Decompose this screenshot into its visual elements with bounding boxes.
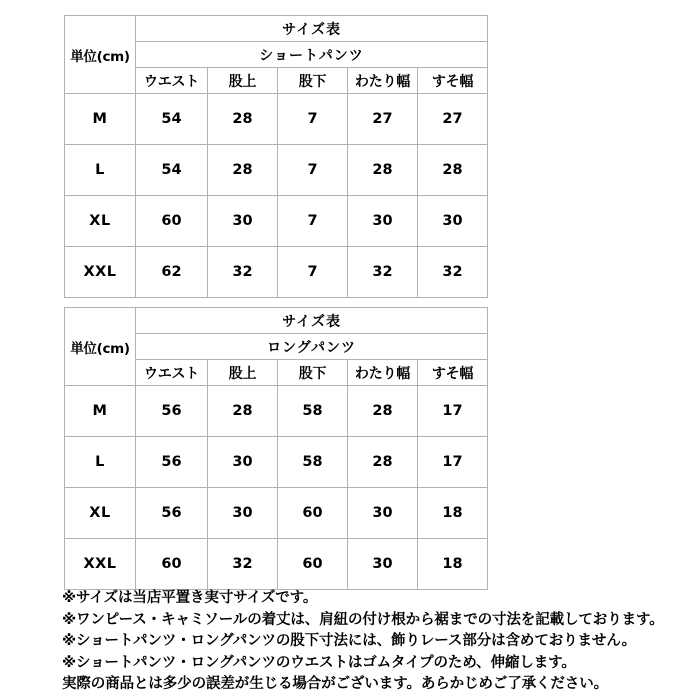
value-inseam: 58 — [278, 437, 348, 488]
value-inseam: 7 — [278, 247, 348, 298]
value-rise: 28 — [208, 94, 278, 145]
value-inseam: 58 — [278, 386, 348, 437]
value-waist: 62 — [136, 247, 208, 298]
value-thigh: 28 — [348, 145, 418, 196]
value-thigh: 30 — [348, 539, 418, 590]
footnote-line: ※ワンピース・キャミソールの着丈は、肩紐の付け根から裾までの寸法を記載しております。 — [62, 611, 664, 628]
column-header-inseam: 股下 — [278, 68, 348, 94]
value-waist: 54 — [136, 145, 208, 196]
column-header-thigh: わたり幅 — [348, 360, 418, 386]
value-waist: 56 — [136, 488, 208, 539]
value-thigh: 30 — [348, 488, 418, 539]
footnote-line: ※サイズは当店平置き実寸サイズです。 — [62, 590, 318, 606]
value-hem: 30 — [418, 196, 488, 247]
table-row — [65, 94, 488, 145]
size-label: XL — [65, 196, 136, 247]
value-hem: 17 — [418, 437, 488, 488]
footnote-line: ※ショートパンツ・ロングパンツの股下寸法には、飾りレース部分は含めておりません。 — [62, 633, 636, 649]
value-inseam: 7 — [278, 145, 348, 196]
value-waist: 60 — [136, 539, 208, 590]
value-rise: 32 — [208, 539, 278, 590]
value-thigh: 30 — [348, 196, 418, 247]
product-type-cell: ロングパンツ — [136, 334, 488, 360]
size-label: XXL — [65, 247, 136, 298]
value-rise: 28 — [208, 145, 278, 196]
value-inseam: 60 — [278, 539, 348, 590]
size-label: L — [65, 437, 136, 488]
table-header-title-row — [65, 16, 488, 42]
column-header-inseam: 股下 — [278, 360, 348, 386]
value-rise: 30 — [208, 196, 278, 247]
table-row — [65, 437, 488, 488]
table-title-cell: サイズ表 — [136, 308, 488, 334]
table-row — [65, 539, 488, 590]
value-thigh: 32 — [348, 247, 418, 298]
value-hem: 18 — [418, 488, 488, 539]
table-row — [65, 386, 488, 437]
value-waist: 54 — [136, 94, 208, 145]
size-label: L — [65, 145, 136, 196]
value-waist: 56 — [136, 386, 208, 437]
table-title-cell: サイズ表 — [136, 16, 488, 42]
value-thigh: 28 — [348, 386, 418, 437]
value-inseam: 7 — [278, 94, 348, 145]
value-waist: 56 — [136, 437, 208, 488]
footnotes-block — [62, 588, 682, 696]
value-thigh: 28 — [348, 437, 418, 488]
size-table-short-pants — [64, 15, 488, 298]
column-header-hem: すそ幅 — [418, 68, 488, 94]
size-label: M — [65, 386, 136, 437]
value-rise: 30 — [208, 488, 278, 539]
size-label: M — [65, 94, 136, 145]
footnote-line: 実際の商品とは多少の誤差が生じる場合がございます。あらかじめご了承ください。 — [62, 676, 609, 692]
unit-label-cell: 単位(cm) — [65, 308, 136, 386]
value-inseam: 60 — [278, 488, 348, 539]
value-rise: 30 — [208, 437, 278, 488]
value-inseam: 7 — [278, 196, 348, 247]
table-row — [65, 488, 488, 539]
value-hem: 28 — [418, 145, 488, 196]
column-header-waist: ウエスト — [136, 360, 208, 386]
value-rise: 28 — [208, 386, 278, 437]
table-row — [65, 196, 488, 247]
column-header-waist: ウエスト — [136, 68, 208, 94]
size-table-long-pants — [64, 307, 488, 590]
column-header-rise: 股上 — [208, 360, 278, 386]
value-hem: 32 — [418, 247, 488, 298]
value-hem: 27 — [418, 94, 488, 145]
column-header-rise: 股上 — [208, 68, 278, 94]
table-header-title-row — [65, 308, 488, 334]
size-label: XL — [65, 488, 136, 539]
table-row — [65, 247, 488, 298]
value-hem: 17 — [418, 386, 488, 437]
column-header-thigh: わたり幅 — [348, 68, 418, 94]
column-header-hem: すそ幅 — [418, 360, 488, 386]
value-rise: 32 — [208, 247, 278, 298]
size-label: XXL — [65, 539, 136, 590]
value-waist: 60 — [136, 196, 208, 247]
value-hem: 18 — [418, 539, 488, 590]
product-type-cell: ショートパンツ — [136, 42, 488, 68]
table-row — [65, 145, 488, 196]
footnote-line: ※ショートパンツ・ロングパンツのウエストはゴムタイプのため、伸縮します。 — [62, 654, 576, 671]
unit-label-cell: 単位(cm) — [65, 16, 136, 94]
value-thigh: 27 — [348, 94, 418, 145]
